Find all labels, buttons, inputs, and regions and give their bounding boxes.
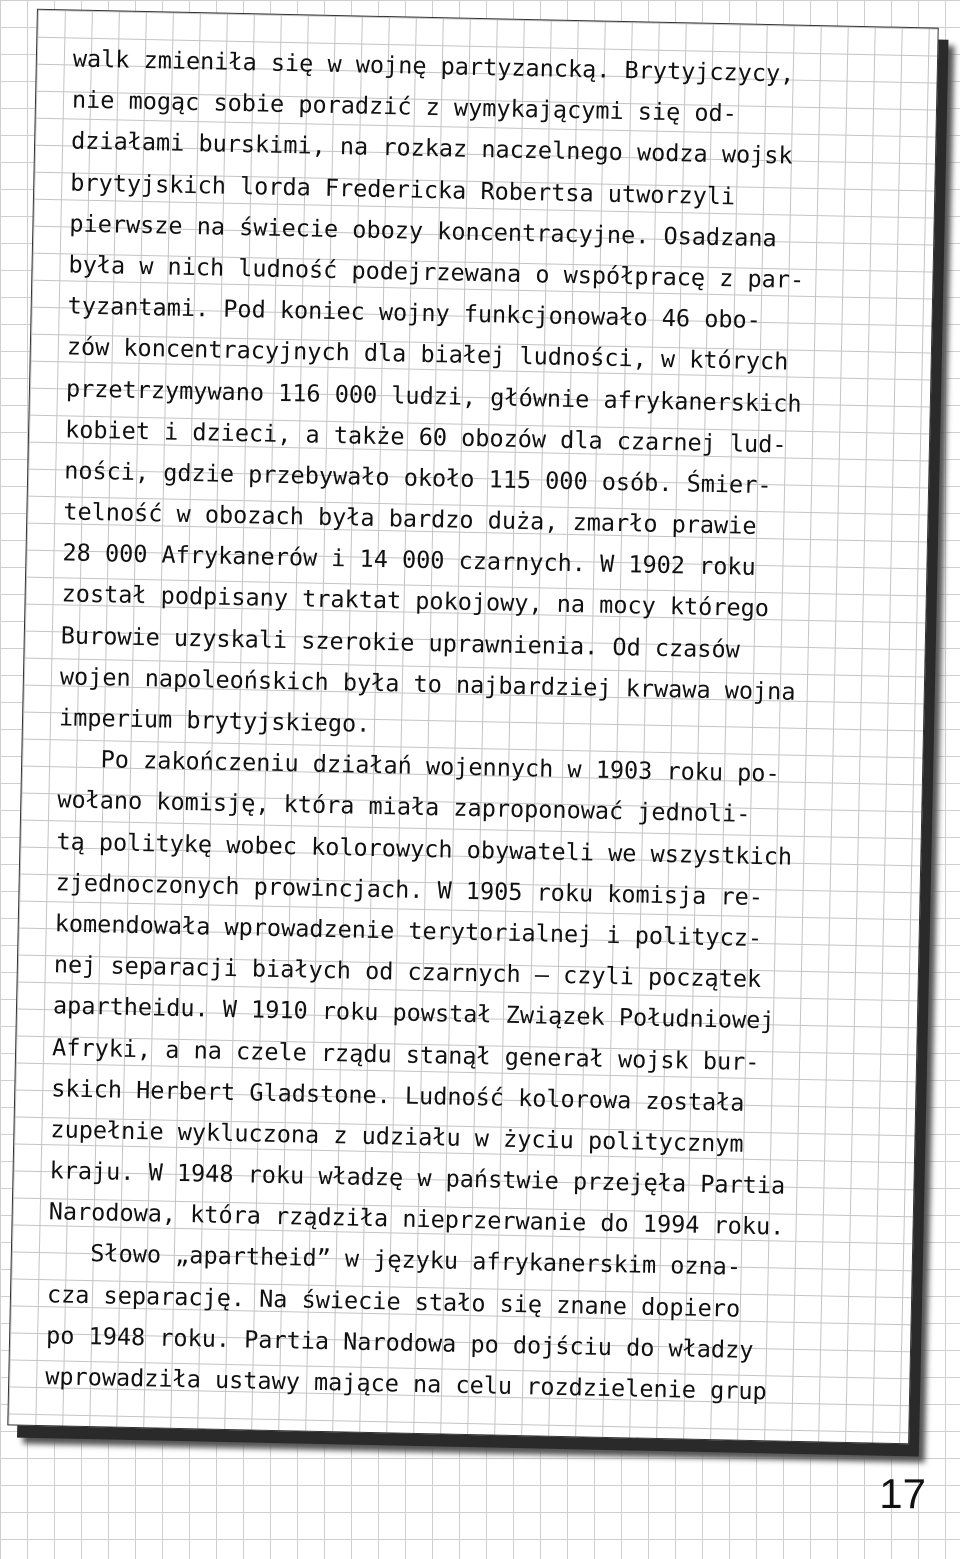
text-line: brytyjskich lorda Fredericka Robertsa utworzyli [70, 168, 736, 210]
text-line: Po zakończeniu działań wojennych w 1903 roku po- [57, 744, 780, 788]
text-line: zów koncentracyjnych dla białej ludności, w których [66, 332, 789, 376]
text-line: cza separację. Na świecie stało się znane dopiero [46, 1279, 741, 1323]
text-line: Słowo „apartheid” w języku afrykanerskim ozna- [47, 1238, 742, 1282]
text-line: zjednoczonych prowincjach. W 1905 roku komisja re- [55, 868, 764, 911]
text-line: apartheidu. W 1910 roku powstał Związek Południowej [52, 991, 775, 1035]
text-line: tą politykę wobec kolorowych obywateli we wszystkich [56, 826, 793, 871]
text-line: kraju. W 1948 roku władzę w państwie przejęła Partia [49, 1156, 786, 1200]
notebook-page [7, 9, 938, 1445]
text-line: walk zmieniła się w wojnę partyzancką. Brytyjczycy, [72, 44, 795, 88]
text-line: pierwsze na świecie obozy koncentracyjne. Osadzana [69, 209, 778, 253]
text-line: po 1948 roku. Partia Narodowa po dojściu do władzy [45, 1321, 754, 1364]
text-line: imperium brytyjskiego. [58, 703, 371, 738]
text-line: zupełnie wykluczona z udziału w życiu politycznym [50, 1115, 744, 1158]
page-number: 17 [879, 1470, 926, 1517]
text-line: tyzantami. Pod koniec wojny funkcjonowało 46 obo- [67, 291, 762, 335]
text-line: Burowie uzyskali szerokie uprawnienia. Od czasów [60, 620, 741, 664]
text-line: komendowała wprowadzenie terytorialnej i politycz- [54, 909, 763, 953]
text-line: przetrzymywano 116 000 ludzi, głównie afrykanerskich [65, 373, 802, 418]
text-line: wojen napoleońskich była to najbardziej krwawa wojna [59, 662, 796, 706]
body-text [45, 38, 885, 1414]
text-line: ności, gdzie przebywało około 115 000 osób. Śmier- [63, 456, 772, 500]
text-line: nej separacji białych od czarnych – czyli początek [53, 950, 762, 994]
text-line: nie mogąc sobie poradzić z wymykającymi się od- [71, 85, 738, 128]
text-line: wprowadziła ustawy mające na celu rozdzielenie grup [45, 1362, 767, 1406]
text-line: 28 000 Afrykanerów i 14 000 czarnych. W 1902 roku [62, 538, 756, 582]
text-line: była w nich ludność podejrzewana o współpracę z par- [68, 250, 805, 294]
text-line: kobiet i dzieci, a także 60 obozów dla czarnej lud- [64, 415, 787, 459]
text-line: działami burskimi, na rozkaz naczelnego wodza wojsk [70, 126, 793, 170]
text-line: skich Herbert Gladstone. Ludność kolorowa została [51, 1073, 745, 1117]
text-line: został podpisany traktat pokojowy, na mocy którego [61, 579, 770, 623]
text-line: Afryki, a na czele rządu stanął generał wojsk bur- [51, 1032, 760, 1076]
text-line: telność w obozach była bardzo duża, zmarło prawie [63, 497, 757, 540]
text-line: wołano komisję, która miała zaproponować jednoli- [57, 785, 751, 829]
text-line: Narodowa, która rządziła nieprzerwanie do 1994 roku. [48, 1197, 785, 1241]
